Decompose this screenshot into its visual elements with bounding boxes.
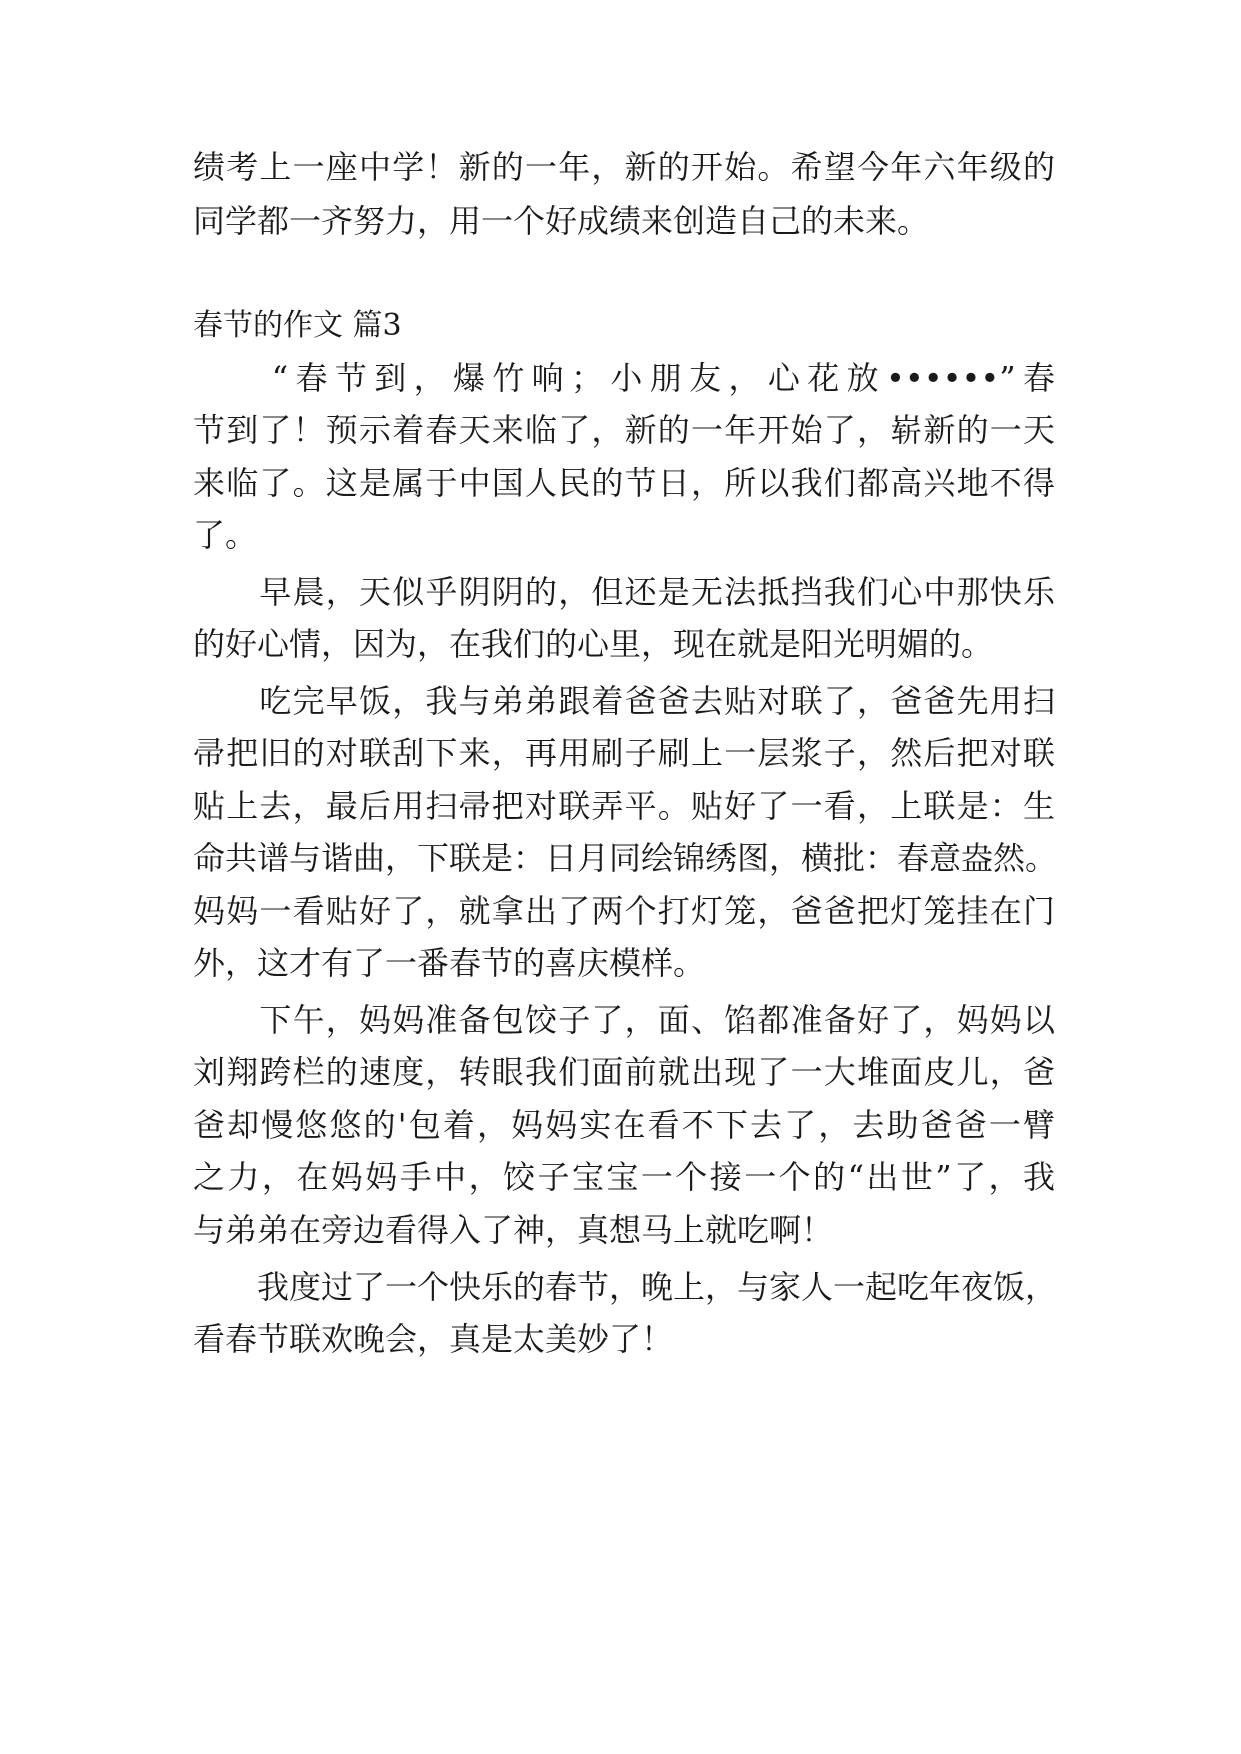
paragraph-line: 与弟弟在旁边看得入了神，真想马上就吃啊！ bbox=[193, 1211, 834, 1249]
paragraph-line: 看春节联欢晚会，真是太美妙了！ bbox=[193, 1320, 674, 1358]
paragraph-line: 下午，妈妈准备包饺子了，面、馅都准备好了，妈妈以 bbox=[193, 1001, 1055, 1039]
paragraph-line: 贴上去，最后用扫帚把对联弄平。贴好了一看，上联是：生 bbox=[193, 787, 1055, 825]
paragraph-line: “春节到，爆竹响；小朋友，心花放••••••”春 bbox=[193, 359, 1055, 397]
paragraph-line: 帚把旧的对联刮下来，再用刷子刷上一层浆子，然后把对联 bbox=[193, 734, 1055, 772]
paragraph-line: 之力，在妈妈手中，饺子宝宝一个接一个的“出世”了，我 bbox=[193, 1158, 1055, 1196]
paragraph-line: 早晨，天似乎阴阴的，但还是无法抵挡我们心中那快乐 bbox=[193, 573, 1055, 611]
paragraph-line: 的好心情，因为，在我们的心里，现在就是阳光明媚的。 bbox=[193, 625, 994, 663]
paragraph-line: 了。 bbox=[193, 516, 258, 554]
paragraph-line: 妈妈一看贴好了，就拿出了两个打灯笼，爸爸把灯笼挂在门 bbox=[193, 892, 1055, 930]
intro-line: 绩考上一座中学！新的一年，新的开始。希望今年六年级的 bbox=[193, 148, 1055, 186]
paragraph-line: 爸却慢悠悠的'包着，妈妈实在看不下去了，去助爸爸一臂 bbox=[193, 1106, 1055, 1144]
paragraph-line: 刘翔跨栏的速度，转眼我们面前就出现了一大堆面皮儿，爸 bbox=[193, 1053, 1055, 1091]
paragraph-line: 命共谱与谐曲，下联是：日月同绘锦绣图，横批：春意盎然。 bbox=[193, 839, 1058, 877]
paragraph-line: 吃完早饭，我与弟弟跟着爸爸去贴对联了，爸爸先用扫 bbox=[193, 682, 1055, 720]
paragraph-line: 来临了。这是属于中国人民的节日，所以我们都高兴地不得 bbox=[193, 464, 1055, 502]
paragraph-line: 外，这才有了一番春节的喜庆模样。 bbox=[193, 944, 706, 982]
paragraph-line: 我度过了一个快乐的春节，晚上，与家人一起吃年夜饭， bbox=[193, 1268, 1058, 1306]
paragraph-line: 节到了！预示着春天来临了，新的一年开始了，崭新的一天 bbox=[193, 411, 1055, 449]
section-title: 春节的作文 篇3 bbox=[193, 308, 402, 343]
intro-line: 同学都一齐努力，用一个好成绩来创造自己的未来。 bbox=[193, 202, 930, 240]
